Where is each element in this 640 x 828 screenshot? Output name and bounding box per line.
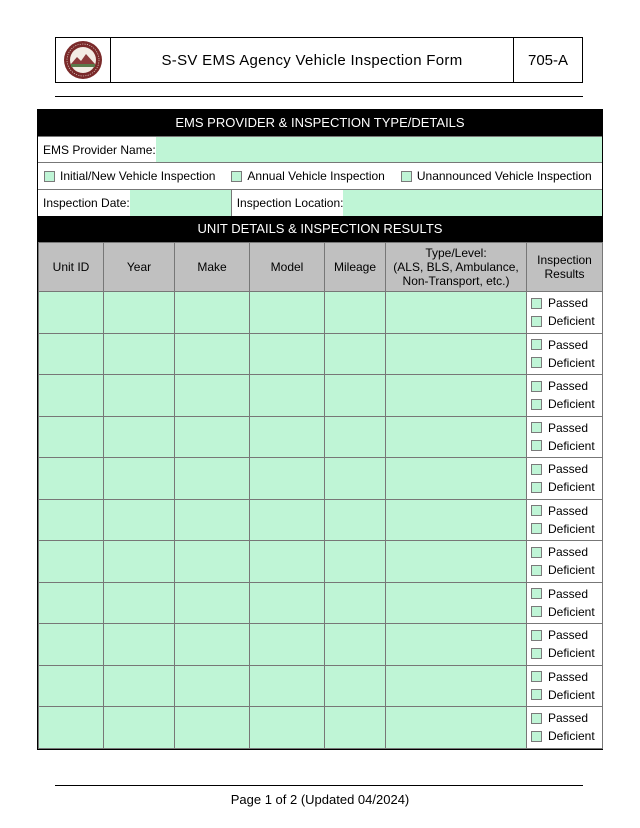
type-level-cell[interactable] <box>386 416 527 458</box>
passed-label: Passed <box>548 296 589 311</box>
type-level-line3: Non-Transport, etc.) <box>402 274 510 288</box>
model-cell[interactable] <box>250 375 325 417</box>
passed-label: Passed <box>548 379 589 394</box>
inspection-form <box>37 109 603 750</box>
provider-row <box>38 136 602 162</box>
deficient-option[interactable] <box>531 644 602 662</box>
year-cell[interactable] <box>104 499 175 541</box>
passed-checkbox[interactable] <box>531 547 542 558</box>
deficient-label: Deficient <box>548 355 595 370</box>
unit-id-cell[interactable] <box>39 707 104 749</box>
type-level-cell[interactable] <box>386 292 527 334</box>
table-row <box>39 416 603 458</box>
passed-checkbox[interactable] <box>531 464 542 475</box>
passed-label: Passed <box>548 628 589 643</box>
deficient-label: Deficient <box>548 646 595 661</box>
unannounced-inspection-checkbox[interactable] <box>401 171 412 182</box>
col-make: Make <box>175 243 250 292</box>
logo-cell <box>56 38 111 82</box>
passed-label: Passed <box>548 462 589 477</box>
make-cell[interactable] <box>175 582 250 624</box>
results-cell <box>527 707 603 749</box>
provider-name-field[interactable] <box>156 137 602 162</box>
type-level-cell[interactable] <box>386 458 527 500</box>
passed-option[interactable] <box>531 626 602 644</box>
passed-option[interactable] <box>531 502 602 520</box>
unit-id-cell[interactable] <box>39 499 104 541</box>
type-level-cell[interactable] <box>386 665 527 707</box>
deficient-checkbox[interactable] <box>531 482 542 493</box>
passed-label: Passed <box>548 420 589 435</box>
table-row <box>39 582 603 624</box>
deficient-label: Deficient <box>548 314 595 329</box>
model-cell[interactable] <box>250 292 325 334</box>
mileage-cell[interactable] <box>325 707 386 749</box>
make-cell[interactable] <box>175 375 250 417</box>
model-cell[interactable] <box>250 333 325 375</box>
unannounced-inspection-label: Unannounced Vehicle Inspection <box>416 169 592 183</box>
make-cell[interactable] <box>175 665 250 707</box>
option-initial[interactable] <box>44 169 215 183</box>
table-row <box>39 665 603 707</box>
mileage-cell[interactable] <box>325 333 386 375</box>
deficient-checkbox[interactable] <box>531 689 542 700</box>
passed-checkbox[interactable] <box>531 671 542 682</box>
deficient-option[interactable] <box>531 603 602 621</box>
table-row <box>39 292 603 334</box>
deficient-checkbox[interactable] <box>531 565 542 576</box>
deficient-option[interactable] <box>531 395 602 413</box>
unit-table <box>38 242 603 749</box>
mileage-cell[interactable] <box>325 416 386 458</box>
section-unit-heading: UNIT DETAILS & INSPECTION RESULTS <box>38 216 602 242</box>
option-unannounced[interactable] <box>401 169 592 183</box>
deficient-option[interactable] <box>531 478 602 496</box>
form-code: 705-A <box>513 38 582 82</box>
unit-id-cell[interactable] <box>39 375 104 417</box>
deficient-option[interactable] <box>531 437 602 455</box>
header-divider <box>55 96 583 97</box>
annual-inspection-checkbox[interactable] <box>231 171 242 182</box>
results-cell <box>527 333 603 375</box>
year-cell[interactable] <box>104 582 175 624</box>
type-level-cell[interactable] <box>386 707 527 749</box>
col-inspection-results <box>527 243 603 292</box>
col-model: Model <box>250 243 325 292</box>
table-row <box>39 707 603 749</box>
model-cell[interactable] <box>250 582 325 624</box>
page-footer: Page 1 of 2 (Updated 04/2024) <box>230 792 410 807</box>
unit-id-cell[interactable] <box>39 333 104 375</box>
type-level-cell[interactable] <box>386 375 527 417</box>
passed-label: Passed <box>548 503 589 518</box>
unit-id-cell[interactable] <box>39 541 104 583</box>
year-cell[interactable] <box>104 665 175 707</box>
deficient-checkbox[interactable] <box>531 399 542 410</box>
results-cell <box>527 665 603 707</box>
passed-label: Passed <box>548 337 589 352</box>
year-cell[interactable] <box>104 624 175 666</box>
passed-option[interactable] <box>531 336 602 354</box>
passed-option[interactable] <box>531 419 602 437</box>
results-line1: Inspection <box>537 253 592 267</box>
unit-table-header <box>39 243 603 292</box>
deficient-option[interactable] <box>531 727 602 745</box>
mileage-cell[interactable] <box>325 624 386 666</box>
mileage-cell[interactable] <box>325 458 386 500</box>
initial-inspection-label: Initial/New Vehicle Inspection <box>60 169 216 183</box>
passed-checkbox[interactable] <box>531 298 542 309</box>
year-cell[interactable] <box>104 541 175 583</box>
mileage-cell[interactable] <box>325 499 386 541</box>
unit-id-cell[interactable] <box>39 624 104 666</box>
deficient-checkbox[interactable] <box>531 440 542 451</box>
unit-id-cell[interactable] <box>39 665 104 707</box>
deficient-checkbox[interactable] <box>531 606 542 617</box>
passed-label: Passed <box>548 711 589 726</box>
model-cell[interactable] <box>250 707 325 749</box>
table-row <box>39 624 603 666</box>
passed-checkbox[interactable] <box>531 381 542 392</box>
agency-seal-logo <box>63 40 103 80</box>
deficient-label: Deficient <box>548 604 595 619</box>
passed-option[interactable] <box>531 460 602 478</box>
year-cell[interactable] <box>104 333 175 375</box>
deficient-label: Deficient <box>548 438 595 453</box>
inspection-date-field[interactable] <box>130 190 231 216</box>
deficient-option[interactable] <box>531 520 602 538</box>
form-title: S-SV EMS Agency Vehicle Inspection Form <box>161 51 463 69</box>
results-cell <box>527 582 603 624</box>
make-cell[interactable] <box>175 624 250 666</box>
type-level-cell[interactable] <box>386 624 527 666</box>
mileage-cell[interactable] <box>325 292 386 334</box>
make-cell[interactable] <box>175 416 250 458</box>
results-cell <box>527 458 603 500</box>
annual-inspection-label: Annual Vehicle Inspection <box>247 169 385 183</box>
table-row <box>39 333 603 375</box>
provider-name-label: EMS Provider Name: <box>43 142 156 157</box>
type-level-cell[interactable] <box>386 333 527 375</box>
type-level-cell[interactable] <box>386 499 527 541</box>
model-cell[interactable] <box>250 665 325 707</box>
table-row <box>39 458 603 500</box>
deficient-option[interactable] <box>531 312 602 330</box>
deficient-label: Deficient <box>548 687 595 702</box>
passed-checkbox[interactable] <box>531 713 542 724</box>
option-annual[interactable] <box>231 169 384 183</box>
passed-checkbox[interactable] <box>531 505 542 516</box>
year-cell[interactable] <box>104 416 175 458</box>
deficient-option[interactable] <box>531 686 602 704</box>
col-year: Year <box>104 243 175 292</box>
unit-id-cell[interactable] <box>39 292 104 334</box>
passed-label: Passed <box>548 545 589 560</box>
model-cell[interactable] <box>250 499 325 541</box>
results-cell <box>527 416 603 458</box>
inspection-location-field[interactable] <box>343 190 602 216</box>
mileage-cell[interactable] <box>325 582 386 624</box>
deficient-label: Deficient <box>548 480 595 495</box>
passed-checkbox[interactable] <box>531 630 542 641</box>
results-cell <box>527 541 603 583</box>
mileage-cell[interactable] <box>325 665 386 707</box>
year-cell[interactable] <box>104 375 175 417</box>
col-unit-id: Unit ID <box>39 243 104 292</box>
unit-id-cell[interactable] <box>39 416 104 458</box>
make-cell[interactable] <box>175 707 250 749</box>
unit-id-cell[interactable] <box>39 458 104 500</box>
passed-checkbox[interactable] <box>531 588 542 599</box>
passed-label: Passed <box>548 586 589 601</box>
initial-inspection-checkbox[interactable] <box>44 171 55 182</box>
col-type-level <box>386 243 527 292</box>
footer-divider <box>55 785 583 786</box>
type-level-line1: Type/Level: <box>425 246 487 260</box>
table-row <box>39 375 603 417</box>
deficient-label: Deficient <box>548 397 595 412</box>
mileage-cell[interactable] <box>325 375 386 417</box>
deficient-label: Deficient <box>548 729 595 744</box>
make-cell[interactable] <box>175 333 250 375</box>
deficient-checkbox[interactable] <box>531 648 542 659</box>
passed-option[interactable] <box>531 294 602 312</box>
deficient-checkbox[interactable] <box>531 316 542 327</box>
type-level-cell[interactable] <box>386 541 527 583</box>
model-cell[interactable] <box>250 624 325 666</box>
year-cell[interactable] <box>104 707 175 749</box>
passed-checkbox[interactable] <box>531 422 542 433</box>
passed-option[interactable] <box>531 668 602 686</box>
inspection-date-label: Inspection Date: <box>43 196 130 210</box>
deficient-checkbox[interactable] <box>531 357 542 368</box>
passed-option[interactable] <box>531 709 602 727</box>
date-location-row <box>38 189 602 216</box>
results-cell <box>527 292 603 334</box>
results-cell <box>527 375 603 417</box>
table-row <box>39 541 603 583</box>
year-cell[interactable] <box>104 458 175 500</box>
passed-label: Passed <box>548 669 589 684</box>
col-mileage: Mileage <box>325 243 386 292</box>
deficient-checkbox[interactable] <box>531 731 542 742</box>
year-cell[interactable] <box>104 292 175 334</box>
deficient-label: Deficient <box>548 521 595 536</box>
passed-option[interactable] <box>531 377 602 395</box>
section-provider-heading: EMS PROVIDER & INSPECTION TYPE/DETAILS <box>38 110 602 136</box>
unit-id-cell[interactable] <box>39 582 104 624</box>
type-level-line2: (ALS, BLS, Ambulance, <box>393 260 519 274</box>
make-cell[interactable] <box>175 541 250 583</box>
table-row <box>39 499 603 541</box>
results-line2: Results <box>544 267 585 281</box>
passed-checkbox[interactable] <box>531 339 542 350</box>
make-cell[interactable] <box>175 458 250 500</box>
inspection-location-label: Inspection Location: <box>231 190 344 216</box>
model-cell[interactable] <box>250 541 325 583</box>
passed-option[interactable] <box>531 543 602 561</box>
model-cell[interactable] <box>250 416 325 458</box>
mileage-cell[interactable] <box>325 541 386 583</box>
deficient-label: Deficient <box>548 563 595 578</box>
passed-option[interactable] <box>531 585 602 603</box>
inspection-type-row <box>38 162 602 189</box>
make-cell[interactable] <box>175 292 250 334</box>
model-cell[interactable] <box>250 458 325 500</box>
unit-table-body <box>39 292 603 749</box>
deficient-option[interactable] <box>531 561 602 579</box>
form-header <box>55 37 583 83</box>
type-level-cell[interactable] <box>386 582 527 624</box>
deficient-checkbox[interactable] <box>531 523 542 534</box>
deficient-option[interactable] <box>531 354 602 372</box>
make-cell[interactable] <box>175 499 250 541</box>
results-cell <box>527 624 603 666</box>
results-cell <box>527 499 603 541</box>
